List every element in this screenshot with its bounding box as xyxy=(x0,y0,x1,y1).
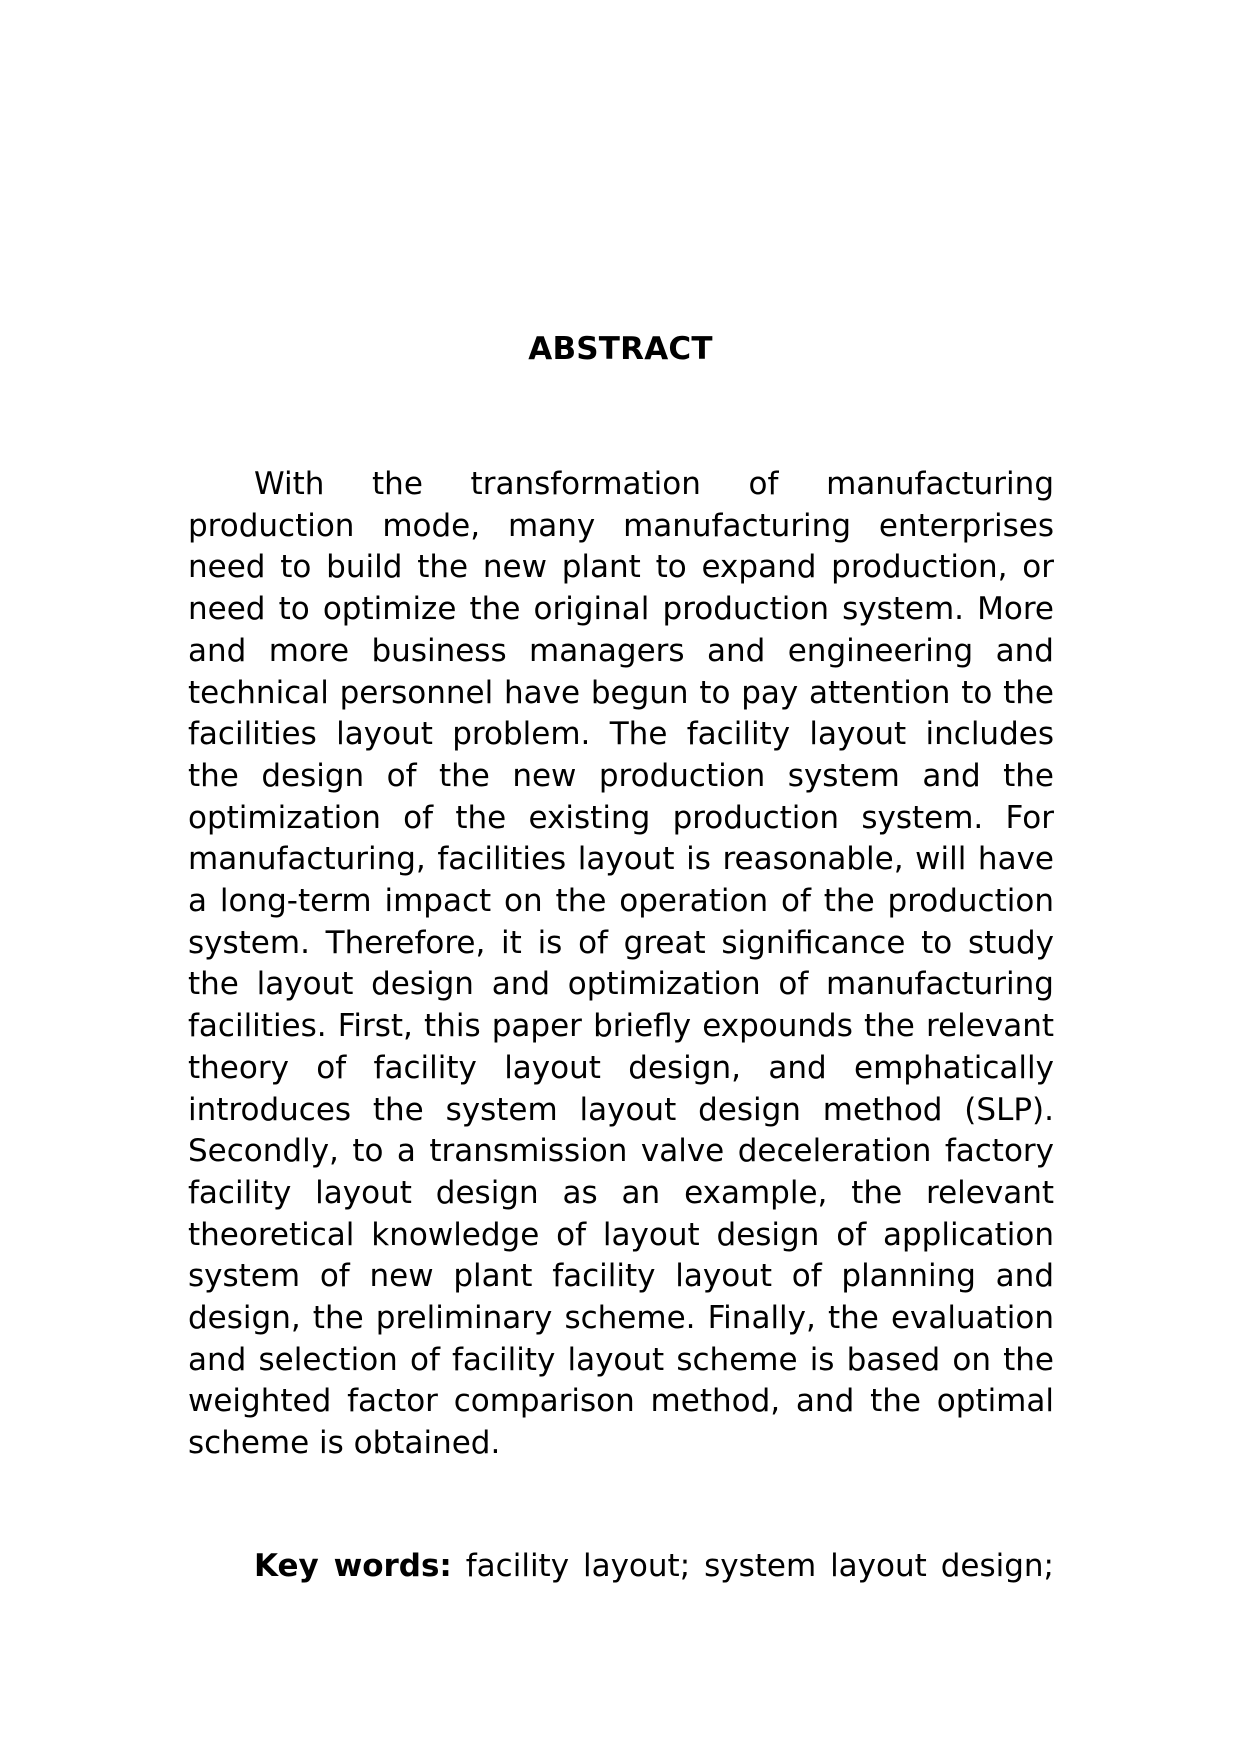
keywords-line xyxy=(188,1546,1054,1588)
page-title: ABSTRACT xyxy=(528,331,713,367)
abstract-paragraph: With the transformation of manufacturing production mode, many manufacturing enterprises need to build the new plant to expand production, or need to optimize the original production system. More and more business managers and engineering and technical personnel have begun to pay attention to the facilities layout problem. The facility layout includes the design of the new production system and the optimization of the existing production system. For manufacturing, facilities layout is reasonable, will have a long-term impact on the operation of the production system. Therefore, it is of great significance to study the layout design and optimization of manufacturing facilities. First, this paper briefly expounds the relevant theory of facility layout design, and emphatically introduces the system layout design method (SLP). Secondly, to a transmission valve deceleration factory facility layout design as an example, the relevant theoretical knowledge of layout design of application system of new plant facility layout of planning and design, the preliminary scheme. Finally, the evaluation and selection of facility layout scheme is based on the weighted factor comparison method, and the optimal scheme is obtained. xyxy=(188,466,1054,1462)
keywords-text: facility layout; system layout design; xyxy=(465,1548,1054,1584)
keywords-label: Key words: xyxy=(254,1548,452,1584)
